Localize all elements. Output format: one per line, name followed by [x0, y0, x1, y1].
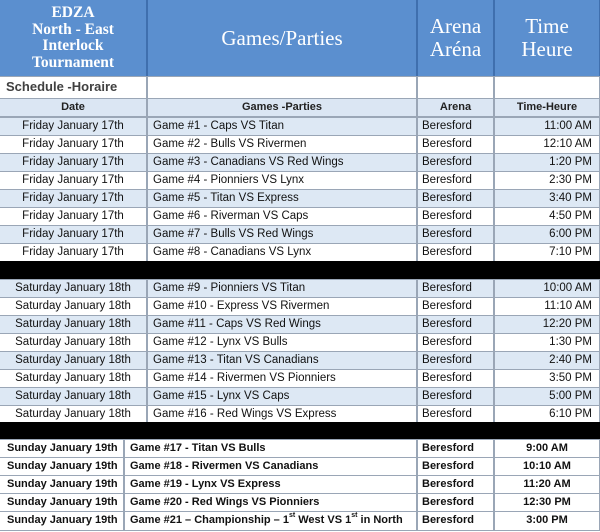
arena-cell: Beresford	[417, 279, 494, 298]
table-row	[0, 476, 600, 494]
date-cell: Friday January 17th	[0, 135, 147, 154]
final-game-text: West VS 1	[295, 514, 352, 526]
day-separator	[0, 261, 600, 280]
arena-heading-fr: Aréna	[429, 37, 482, 61]
game-cell: Game #3 - Canadians VS Red Wings	[147, 153, 417, 172]
day-separator	[0, 422, 600, 440]
time-cell: 3:40 PM	[494, 189, 600, 208]
date-cell: Saturday January 18th	[0, 351, 147, 370]
game-cell: Game #20 - Red Wings VS Pionniers	[124, 493, 417, 512]
arena-cell: Beresford	[417, 189, 494, 208]
arena-cell: Beresford	[417, 351, 494, 370]
time-cell: 12:20 PM	[494, 315, 600, 334]
table-row	[0, 494, 600, 512]
date-cell: Friday January 17th	[0, 225, 147, 244]
game-cell: Game #11 - Caps VS Red Wings	[147, 315, 417, 334]
game-cell: Game #19 - Lynx VS Express	[124, 475, 417, 494]
title-band	[0, 0, 600, 77]
date-cell: Sunday January 19th	[0, 511, 124, 531]
arena-cell: Beresford	[417, 225, 494, 244]
date-cell: Sunday January 19th	[0, 475, 124, 494]
games-heading	[147, 0, 417, 77]
game-cell: Game #13 - Titan VS Canadians	[147, 351, 417, 370]
game-cell: Game #15 - Lynx VS Caps	[147, 387, 417, 406]
game-cell: Game #2 - Bulls VS Rivermen	[147, 135, 417, 154]
game-cell: Game #18 - Rivermen VS Canadians	[124, 457, 417, 476]
column-date: Date	[0, 98, 147, 117]
empty-cell	[417, 76, 494, 99]
time-cell: 6:10 PM	[494, 405, 600, 424]
date-cell: Friday January 17th	[0, 171, 147, 190]
date-cell: Sunday January 19th	[0, 439, 124, 458]
time-cell: 10:00 AM	[494, 279, 600, 298]
time-cell: 2:40 PM	[494, 351, 600, 370]
time-cell: 11:20 AM	[494, 475, 600, 494]
arena-heading-en: Arena	[429, 14, 482, 38]
date-cell: Friday January 17th	[0, 117, 147, 136]
time-cell: 1:30 PM	[494, 333, 600, 352]
table-row	[0, 136, 600, 154]
table-row	[0, 208, 600, 226]
arena-cell: Beresford	[417, 117, 494, 136]
title-line: Interlock	[42, 37, 104, 54]
game-cell: Game #7 - Bulls VS Red Wings	[147, 225, 417, 244]
date-cell: Friday January 17th	[0, 153, 147, 172]
column-arena: Arena	[417, 98, 494, 117]
date-cell: Saturday January 18th	[0, 333, 147, 352]
table-row	[0, 334, 600, 352]
arena-cell: Beresford	[417, 457, 494, 476]
arena-cell: Beresford	[417, 153, 494, 172]
table-row	[0, 370, 600, 388]
table-row	[0, 440, 600, 458]
time-cell: 1:20 PM	[494, 153, 600, 172]
game-cell: Game #9 - Pionniers VS Titan	[147, 279, 417, 298]
games-heading-text: Games/Parties	[221, 25, 343, 50]
arena-cell: Beresford	[417, 405, 494, 424]
arena-heading	[417, 0, 494, 77]
game-cell: Game #8 - Canadians VS Lynx	[147, 243, 417, 262]
date-cell: Saturday January 18th	[0, 315, 147, 334]
time-cell: 12:30 PM	[494, 493, 600, 512]
game-cell: Game #17 - Titan VS Bulls	[124, 439, 417, 458]
arena-cell: Beresford	[417, 207, 494, 226]
table-row	[0, 388, 600, 406]
time-heading	[494, 0, 600, 77]
time-cell: 10:10 AM	[494, 457, 600, 476]
time-heading-en: Time	[525, 14, 569, 38]
table-row-final	[0, 512, 600, 531]
arena-cell: Beresford	[417, 439, 494, 458]
time-cell: 2:30 PM	[494, 171, 600, 190]
title-line: Tournament	[31, 53, 115, 71]
game-cell	[124, 511, 417, 531]
table-row	[0, 154, 600, 172]
time-cell: 9:00 AM	[494, 439, 600, 458]
date-cell: Saturday January 18th	[0, 387, 147, 406]
time-cell: 12:10 AM	[494, 135, 600, 154]
arena-cell: Beresford	[417, 243, 494, 262]
table-row	[0, 316, 600, 334]
table-row	[0, 280, 600, 298]
time-cell: 3:00 PM	[494, 511, 600, 531]
table-row	[0, 118, 600, 136]
game-cell: Game #12 - Lynx VS Bulls	[147, 333, 417, 352]
table-row	[0, 190, 600, 208]
time-cell: 7:10 PM	[494, 243, 600, 262]
empty-cell	[494, 76, 600, 99]
table-row	[0, 226, 600, 244]
empty-cell	[147, 76, 417, 99]
arena-cell: Beresford	[417, 511, 494, 531]
arena-cell: Beresford	[417, 475, 494, 494]
final-game-text: in North	[357, 514, 403, 526]
game-cell: Game #1 - Caps VS Titan	[147, 117, 417, 136]
game-cell: Game #5 - Titan VS Express	[147, 189, 417, 208]
ordinal-suffix: st	[351, 512, 358, 519]
game-cell: Game #10 - Express VS Rivermen	[147, 297, 417, 316]
game-cell: Game #16 - Red Wings VS Express	[147, 405, 417, 424]
column-header-row	[0, 99, 600, 117]
table-row	[0, 172, 600, 190]
time-cell: 3:50 PM	[494, 369, 600, 388]
table-row	[0, 458, 600, 476]
date-cell: Saturday January 18th	[0, 279, 147, 298]
time-cell: 4:50 PM	[494, 207, 600, 226]
table-row	[0, 244, 600, 262]
arena-cell: Beresford	[417, 369, 494, 388]
column-games: Games -Parties	[147, 98, 417, 117]
time-cell: 11:00 AM	[494, 117, 600, 136]
date-cell: Saturday January 18th	[0, 405, 147, 424]
arena-cell: Beresford	[417, 333, 494, 352]
time-cell: 11:10 AM	[494, 297, 600, 316]
date-cell: Friday January 17th	[0, 207, 147, 226]
schedule-label-row	[0, 77, 600, 99]
game-cell: Game #4 - Pionniers VS Lynx	[147, 171, 417, 190]
final-game-text: Game #21 – Championship – 1	[130, 514, 289, 526]
game-cell: Game #14 - Rivermen VS Pionniers	[147, 369, 417, 388]
arena-cell: Beresford	[417, 493, 494, 512]
title-line: North - East	[32, 20, 114, 38]
game-cell: Game #6 - Riverman VS Caps	[147, 207, 417, 226]
date-cell: Saturday January 18th	[0, 297, 147, 316]
ordinal-suffix: st	[288, 512, 296, 519]
time-cell: 5:00 PM	[494, 387, 600, 406]
date-cell: Saturday January 18th	[0, 369, 147, 388]
table-row	[0, 298, 600, 316]
arena-cell: Beresford	[417, 171, 494, 190]
date-cell: Sunday January 19th	[0, 493, 124, 512]
arena-cell: Beresford	[417, 387, 494, 406]
title-line: EDZA	[51, 4, 95, 21]
date-cell: Sunday January 19th	[0, 457, 124, 476]
arena-cell: Beresford	[417, 297, 494, 316]
table-row	[0, 352, 600, 370]
arena-cell: Beresford	[417, 315, 494, 334]
time-cell: 6:00 PM	[494, 225, 600, 244]
date-cell: Friday January 17th	[0, 243, 147, 262]
tournament-title	[0, 0, 147, 77]
arena-cell: Beresford	[417, 135, 494, 154]
date-cell: Friday January 17th	[0, 189, 147, 208]
time-heading-fr: Heure	[521, 37, 573, 61]
column-time: Time-Heure	[494, 98, 600, 117]
schedule-label: Schedule -Horaire	[0, 76, 147, 99]
